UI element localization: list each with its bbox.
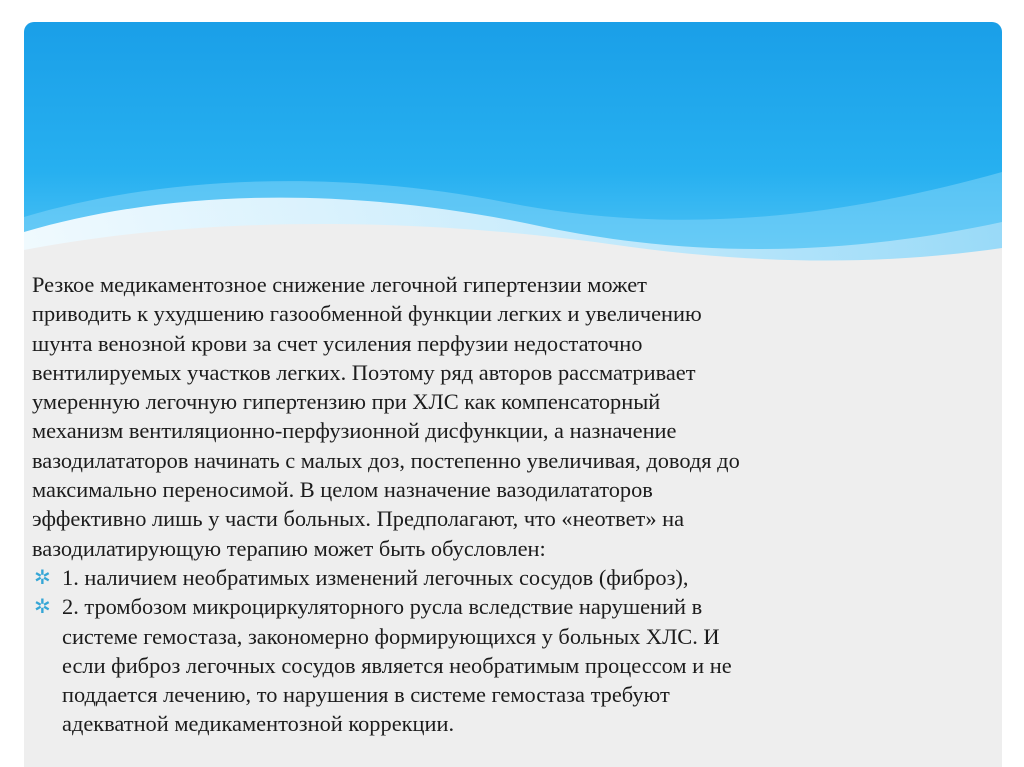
bullet-line: системе гемостаза, закономерно формирующихся у больных ХЛС. И (62, 623, 720, 649)
main-paragraph (32, 270, 1002, 563)
paragraph-line: приводить к ухудшению газообменной функции легких и увеличению (32, 301, 702, 327)
paragraph-line: Резкое медикаментозное снижение легочной гипертензии может (32, 272, 647, 297)
bullet-line: 2. тромбозом микроциркуляторного русла вследствие нарушений в (62, 594, 703, 620)
bullet-line: адекватной медикаментозной коррекции. (62, 711, 455, 737)
paragraph-line: умеренную легочную гипертензию при ХЛС как компенсаторный (32, 389, 661, 415)
paragraph-line: вазодилататоров начинать с малых доз, постепенно увеличивая, доводя до (32, 447, 740, 473)
paragraph-line: максимально переносимой. В целом назначение вазодилататоров (32, 477, 653, 503)
bullet-line: если фиброз легочных сосудов является необратимым процессом и не (62, 652, 732, 678)
paragraph-line: шунта венозной крови за счет усиления перфузии недостаточно (32, 330, 643, 356)
bullet-item-2 (32, 592, 1002, 738)
star-bullet-icon: ✲ (34, 564, 51, 589)
bullet-line: 1. наличием необратимых изменений легочных сосудов (фиброз), (62, 564, 689, 590)
star-bullet-icon: ✲ (34, 594, 51, 619)
bullet-line: поддается лечению, то нарушения в системе гемостаза требуют (62, 682, 670, 708)
paragraph-line: вентилируемых участков легких. Поэтому ряд авторов рассматривает (32, 359, 696, 385)
paragraph-line: эффективно лишь у части больных. Предполагают, что «неответ» на (32, 506, 685, 532)
bullet-item-1 (32, 563, 1002, 592)
slide-body-text (32, 270, 1002, 739)
paragraph-line: вазодилатирующую терапию может быть обусловлен: (32, 535, 546, 561)
header-wave-graphic (24, 22, 1002, 272)
slide-panel (24, 22, 1002, 767)
paragraph-line: механизм вентиляционно-перфузионной дисфункции, а назначение (32, 418, 677, 444)
